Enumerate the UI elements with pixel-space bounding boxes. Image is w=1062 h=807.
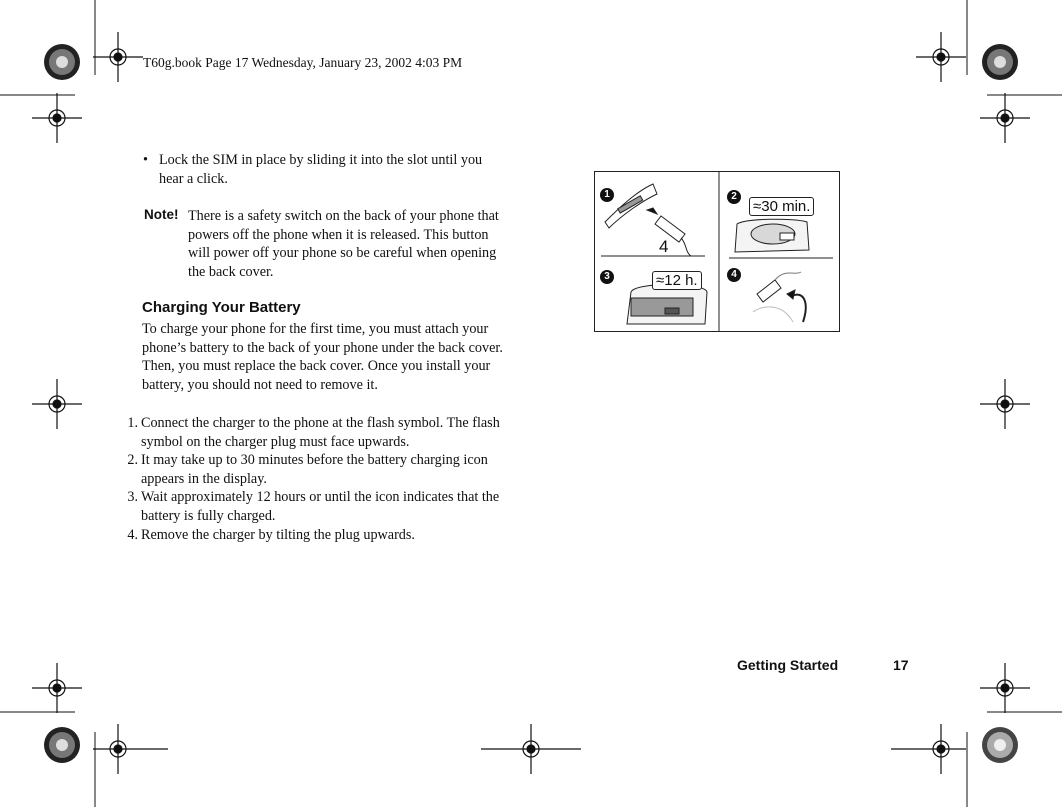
section-intro: To charge your phone for the first time, you must attach your phone’s battery to the back of your phone under the back cover. Then, you must replace the back cover. Once you install your battery, you should not need to remove it. xyxy=(142,321,503,393)
steps-list xyxy=(116,414,516,544)
step-badge-3: 3 xyxy=(600,270,614,284)
list-item xyxy=(116,488,516,525)
step-badge-1: 1 xyxy=(600,188,614,202)
figure-digit: 4 xyxy=(659,237,669,256)
step-number: 1. xyxy=(127,415,138,431)
step-text: It may take up to 30 minutes before the battery charging icon appears in the display. xyxy=(141,452,488,487)
list-item xyxy=(116,526,516,545)
charging-illustration xyxy=(594,171,840,332)
callout-12-h: ≈12 h. xyxy=(652,271,702,290)
step-badge-4: 4 xyxy=(727,268,741,282)
footer-section-name: Getting Started xyxy=(737,657,839,673)
section-title: Charging Your Battery xyxy=(142,299,301,316)
bullet-symbol: • xyxy=(143,152,148,168)
note-text: There is a safety switch on the back of your phone that powers off the phone when it is released. This button will power off your phone so be careful when opening the back cover. xyxy=(188,208,499,280)
print-info-header: T60g.book Page 17 Wednesday, January 23, 2002 4:03 PM xyxy=(143,55,463,70)
list-item xyxy=(116,414,516,451)
bullet-text: Lock the SIM in place by sliding it into the slot until you hear a click. xyxy=(159,152,483,187)
step-text: Wait approximately 12 hours or until the icon indicates that the battery is fully charged. xyxy=(141,489,500,524)
footer-page-number: 17 xyxy=(893,657,909,673)
step-number: 3. xyxy=(127,489,138,506)
illustration-drawing xyxy=(595,172,839,331)
step-number: 2. xyxy=(127,452,138,469)
note-label: Note! xyxy=(144,207,179,222)
list-item xyxy=(116,451,516,488)
step-badge-2: 2 xyxy=(727,190,741,204)
callout-30-min: ≈30 min. xyxy=(749,197,814,216)
step-text: Connect the charger to the phone at the flash symbol. The flash symbol on the charger plug must face upwards. xyxy=(141,415,500,450)
step-text: Remove the charger by tilting the plug upwards. xyxy=(141,526,415,543)
step-number: 4. xyxy=(127,526,138,543)
